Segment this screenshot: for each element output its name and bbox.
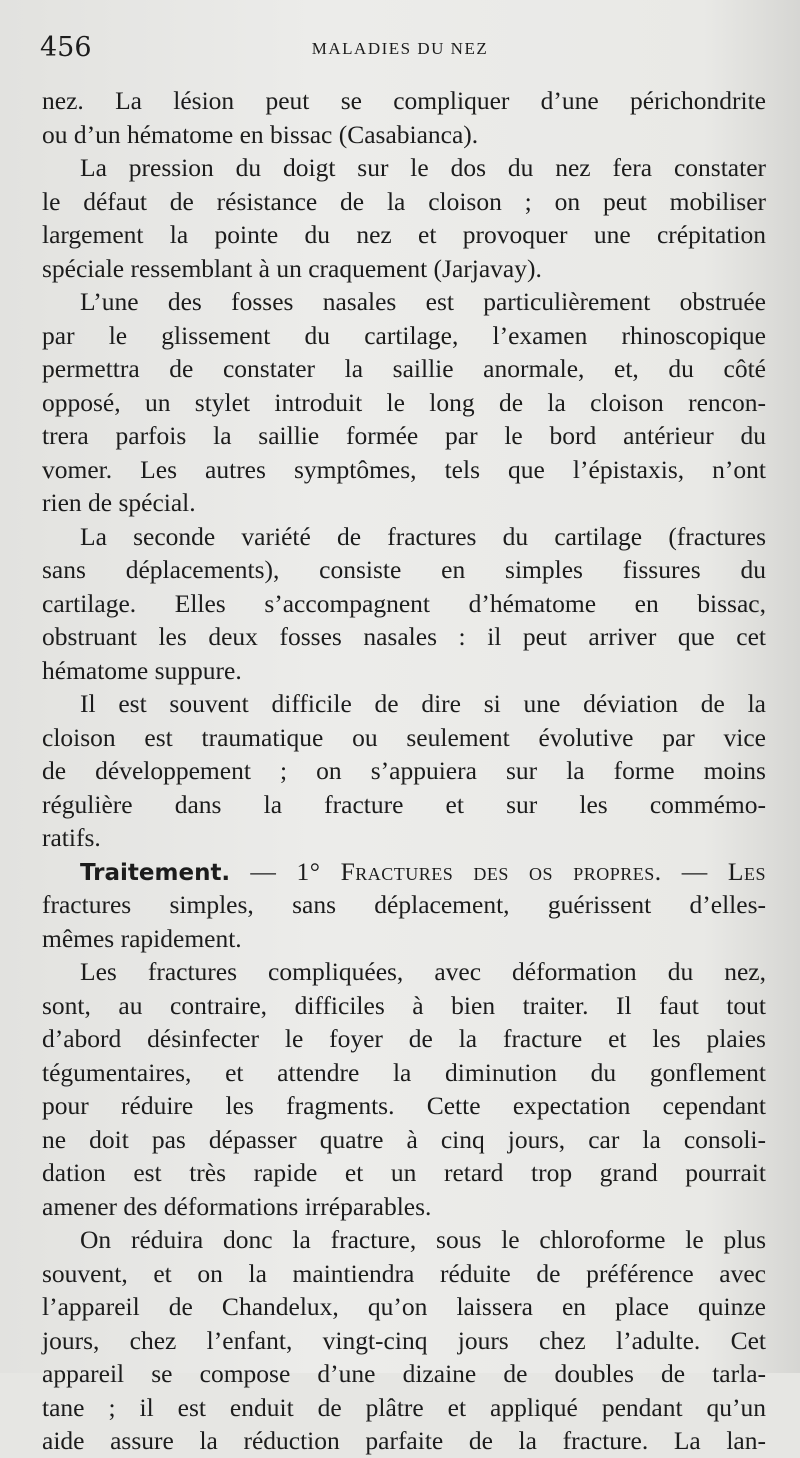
text-line: La seconde variété de fractures du cartilage (fractures: [80, 521, 766, 551]
text-line: aide assure la réduction parfaite de la fracture. La lan-: [42, 1426, 766, 1455]
text-line: amener des déformations irréparables.: [42, 1191, 432, 1221]
text-line: largement la pointe du nez et provoquer une crépitation: [42, 220, 766, 249]
text-line: hématome suppure.: [42, 655, 242, 685]
text-line: cartilage. Elles s’accompagnent d’hématome en bissac,: [42, 588, 766, 618]
section-heading: Traitement.: [80, 859, 231, 886]
text-line: cloison est traumatique ou seulement évolutive par vice: [42, 722, 766, 752]
text-line: appareil se compose d’une dizaine de doubles de tarla-: [42, 1359, 766, 1388]
text-line: jours, chez l’enfant, vingt-cinq jours chez l’adulte. Cet: [42, 1325, 766, 1355]
text-line: nez. La lésion peut se compliquer d’une périchondrite: [42, 86, 766, 115]
text-line: La pression du doigt sur le dos du nez fera constater: [80, 153, 766, 182]
text-line: de développement ; on s’appuiera sur la forme moins: [42, 756, 766, 785]
text-line: ne doit pas dépasser quatre à cinq jours, car la consoli-: [42, 1124, 766, 1154]
text-line: Les fractures compliquées, avec déformation du nez,: [80, 957, 766, 986]
text-line: spéciale ressemblant à un craquement (Jarjavay).: [42, 253, 542, 283]
text-line: tégumentaires, et attendre la diminution du gonflement: [42, 1057, 766, 1087]
text-line: Il est souvent difficile de dire si une déviation de la: [80, 689, 766, 718]
text-line: le défaut de résistance de la cloison ; on peut mobiliser: [42, 186, 766, 216]
text-line: par le glissement du cartilage, l’examen rhinoscopique: [42, 320, 766, 350]
text-line: fractures simples, sans déplacement, guérissent d’elles-: [42, 890, 766, 919]
running-title: MALADIES DU NEZ: [311, 39, 489, 58]
text-line: l’appareil de Chandelux, qu’on laissera en place quinze: [42, 1292, 766, 1321]
text-line: d’abord désinfecter le foyer de la fracture et les plaies: [42, 1024, 766, 1053]
text-line: On réduira donc la fracture, sous le chloroforme le plus: [80, 1225, 766, 1254]
text-line: obstruant les deux fosses nasales : il peut arriver que cet: [42, 622, 766, 651]
text-line: sans déplacements), consiste en simples fissures du: [42, 555, 766, 584]
text-line: permettra de constater la saillie anormale, et, du côté: [42, 354, 766, 383]
text-line: sont, au contraire, difficiles à bien traiter. Il faut tout: [42, 990, 766, 1020]
text-line: vomer. Les autres symptômes, tels que l’épistaxis, n’ont: [42, 454, 766, 484]
text-line: ratifs.: [42, 823, 101, 852]
text-line: ou d’un hématome en bissac (Casabianca).: [42, 119, 479, 149]
text-line: régulière dans la fracture et sur les commémo-: [42, 789, 766, 819]
text-line: tane ; il est enduit de plâtre et appliqué pendant qu’un: [42, 1392, 766, 1422]
section-heading-line: [42, 855, 766, 889]
text-body: [42, 84, 766, 1458]
page-number: 456: [40, 32, 92, 63]
page-header: [40, 32, 760, 72]
text-line: opposé, un stylet introduit le long de la cloison rencon-: [42, 387, 766, 417]
subsection-title: — 1° Fractures des os propres. — Les: [230, 856, 766, 886]
text-line: trera parfois la saillie formée par le bord antérieur du: [42, 421, 766, 450]
text-line: pour réduire les fragments. Cette expectation cependant: [42, 1091, 766, 1120]
text-line: mêmes rapidement.: [42, 923, 242, 953]
text-line: souvent, et on la maintiendra réduite de préférence avec: [42, 1258, 766, 1288]
text-line: L’une des fosses nasales est particulièrement obstruée: [80, 287, 766, 316]
text-line: dation est très rapide et un retard trop grand pourrait: [42, 1158, 766, 1187]
text-line: rien de spécial.: [42, 488, 196, 517]
